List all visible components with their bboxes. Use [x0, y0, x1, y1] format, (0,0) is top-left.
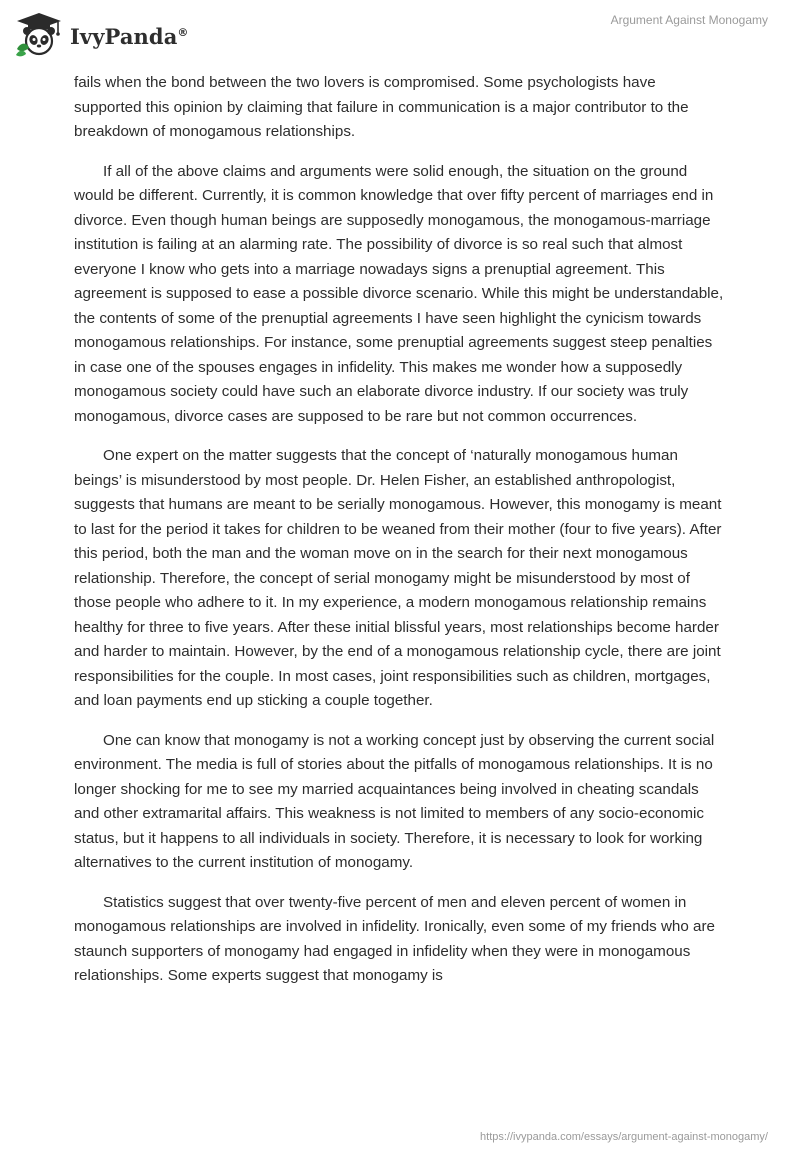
essay-body	[74, 71, 726, 1004]
page-header	[0, 0, 800, 70]
essay-paragraph: fails when the bond between the two lovers is compromised. Some psychologists have supported this opinion by claiming that failure in communication is a major contributor to the breakdown of monogamous relationships.	[74, 74, 689, 140]
brand-name: IvyPanda®	[70, 23, 189, 49]
essay-paragraph: If all of the above claims and arguments were solid enough, the situation on the ground would be different. Currently, it is common knowledge that over fifty percent of marriages end in divorce. Even though human beings are supposedly monogamous, the monogamous-marriage institution is failing at an alarming rate. The possibility of divorce is so real such that almost everyone I know who gets into a marriage nowadays signs a prenuptial agreement. This agreement is supposed to ease a possible divorce scenario. While this might be understandable, the contents of some of the prenuptial agreements I have seen highlight the cynicism towards monogamous relationships. For instance, some prenuptial agreements suggest steep penalties in case one of the spouses engages in infidelity. This makes me wonder how a supposedly monogamous society could have such an elaborate divorce industry. If our society was truly monogamous, divorce cases are supposed to be rare but not common occurrences.	[74, 162, 724, 425]
essay-paragraph: One expert on the matter suggests that the concept of ‘naturally monogamous human beings’ is misunderstood by most people. Dr. Helen Fisher, an established anthropologist, suggests that humans are meant to be serially monogamous. However, this monogamy is meant to last for the period it takes for children to be weaned from their mother (four to five years). After this period, both the man and the woman move on in the search for their next monogamous relationship. Therefore, the concept of serial monogamy might be misunderstood by most of those people who adhere to it. In my experience, a modern monogamous relationship remains healthy for three to five years. After these initial blissful years, most relationships become harder and harder to maintain. However, by the end of a monogamous relationship cycle, there are joint responsibilities for the couple. In most cases, joint responsibilities such as children, mortgages, and loan payments end up sticking a couple together.	[74, 447, 722, 709]
brand-logo[interactable]	[14, 10, 189, 58]
panda-graduate-icon	[14, 11, 64, 57]
document-title: Argument Against Monogamy	[610, 13, 768, 27]
essay-paragraph: One can know that monogamy is not a working concept just by observing the current social environment. The media is full of stories about the pitfalls of monogamous relationships. It is no longer shocking for me to see my married acquaintances being involved in cheating scandals and other extramarital affairs. This weakness is not limited to members of any socio-economic status, but it happens to all individuals in society. Therefore, it is necessary to look for working alternatives to the current institution of monogamy.	[74, 731, 715, 871]
source-url[interactable]: https://ivypanda.com/essays/argument-against-monogamy/	[480, 1131, 768, 1143]
essay-paragraph: Statistics suggest that over twenty-five percent of men and eleven percent of women in monogamous relationships are involved in infidelity. Ironically, even some of my friends who are staunch supporters of monogamy had engaged in infidelity when they were in monogamous relationships. Some experts suggest that monogamy is	[74, 893, 715, 984]
